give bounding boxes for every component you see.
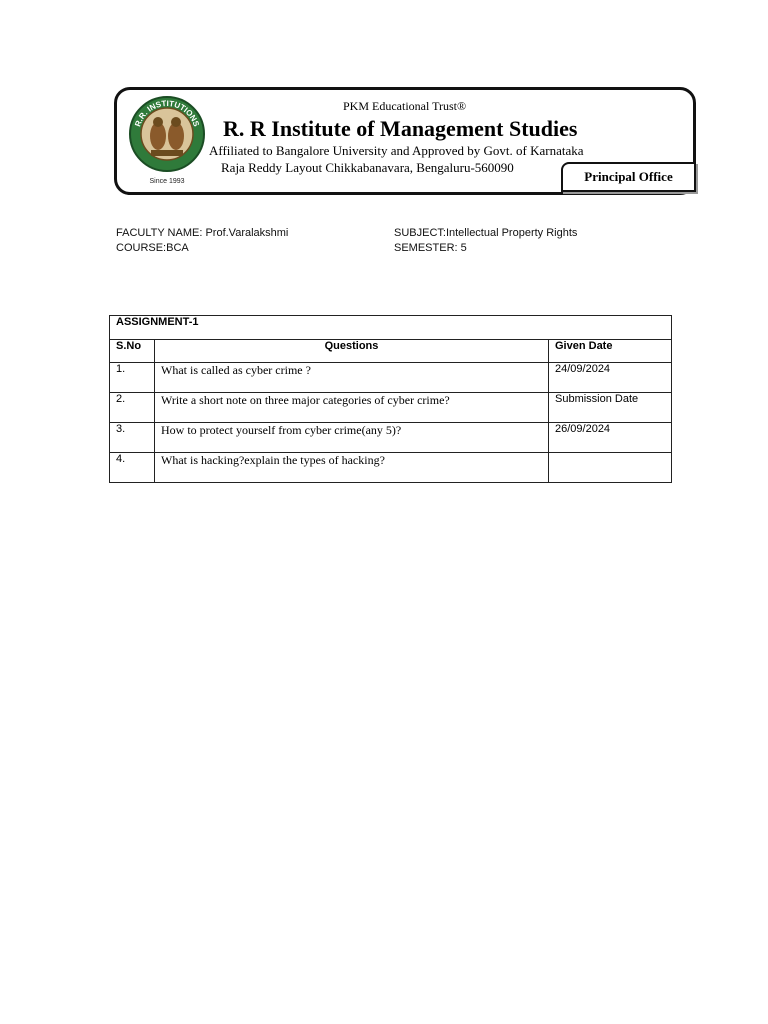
row-sno: 1.: [110, 363, 155, 393]
principal-office-tab: Principal Office: [561, 162, 696, 192]
table-row: [110, 393, 672, 423]
row-sno: 4.: [110, 453, 155, 483]
assignment-title: ASSIGNMENT-1: [110, 316, 672, 340]
row-question: How to protect yourself from cyber crime(any 5)?: [155, 423, 549, 453]
row-sno: 2.: [110, 393, 155, 423]
assignment-table: [109, 315, 672, 483]
since-year: Since 1993: [149, 178, 185, 185]
row-date: [549, 453, 672, 483]
table-title-row: [110, 316, 672, 340]
row-question: What is called as cyber crime ?: [155, 363, 549, 393]
row-question: What is hacking?explain the types of hacking?: [155, 453, 549, 483]
course-name: COURSE:BCA: [116, 242, 189, 254]
row-date: Submission Date: [549, 393, 672, 423]
table-row: [110, 363, 672, 393]
logo-text: R.R. INSTITUTIONS: [133, 98, 201, 128]
header-questions: Questions: [155, 340, 549, 363]
header-sno: S.No: [110, 340, 155, 363]
row-date: 26/09/2024: [549, 423, 672, 453]
trust-name: PKM Educational Trust®: [343, 99, 467, 113]
institution-emblem-logo: [127, 94, 207, 174]
row-sno: 3.: [110, 423, 155, 453]
table-row: [110, 423, 672, 453]
row-question: Write a short note on three major categories of cyber crime?: [155, 393, 549, 423]
letterhead: [114, 87, 696, 195]
subject-name: SUBJECT:Intellectual Property Rights: [394, 227, 578, 239]
header-given-date: Given Date: [549, 340, 672, 363]
faculty-name: FACULTY NAME: Prof.Varalakshmi: [116, 227, 289, 239]
address-line: Raja Reddy Layout Chikkabanavara, Bengaluru-560090: [221, 160, 514, 175]
semester: SEMESTER: 5: [394, 242, 467, 254]
table-row: [110, 453, 672, 483]
affiliation-line: Affiliated to Bangalore University and Approved by Govt. of Karnataka: [209, 143, 584, 158]
row-date: 24/09/2024: [549, 363, 672, 393]
institute-name: R. R Institute of Management Studies: [223, 116, 578, 141]
table-header-row: [110, 340, 672, 363]
